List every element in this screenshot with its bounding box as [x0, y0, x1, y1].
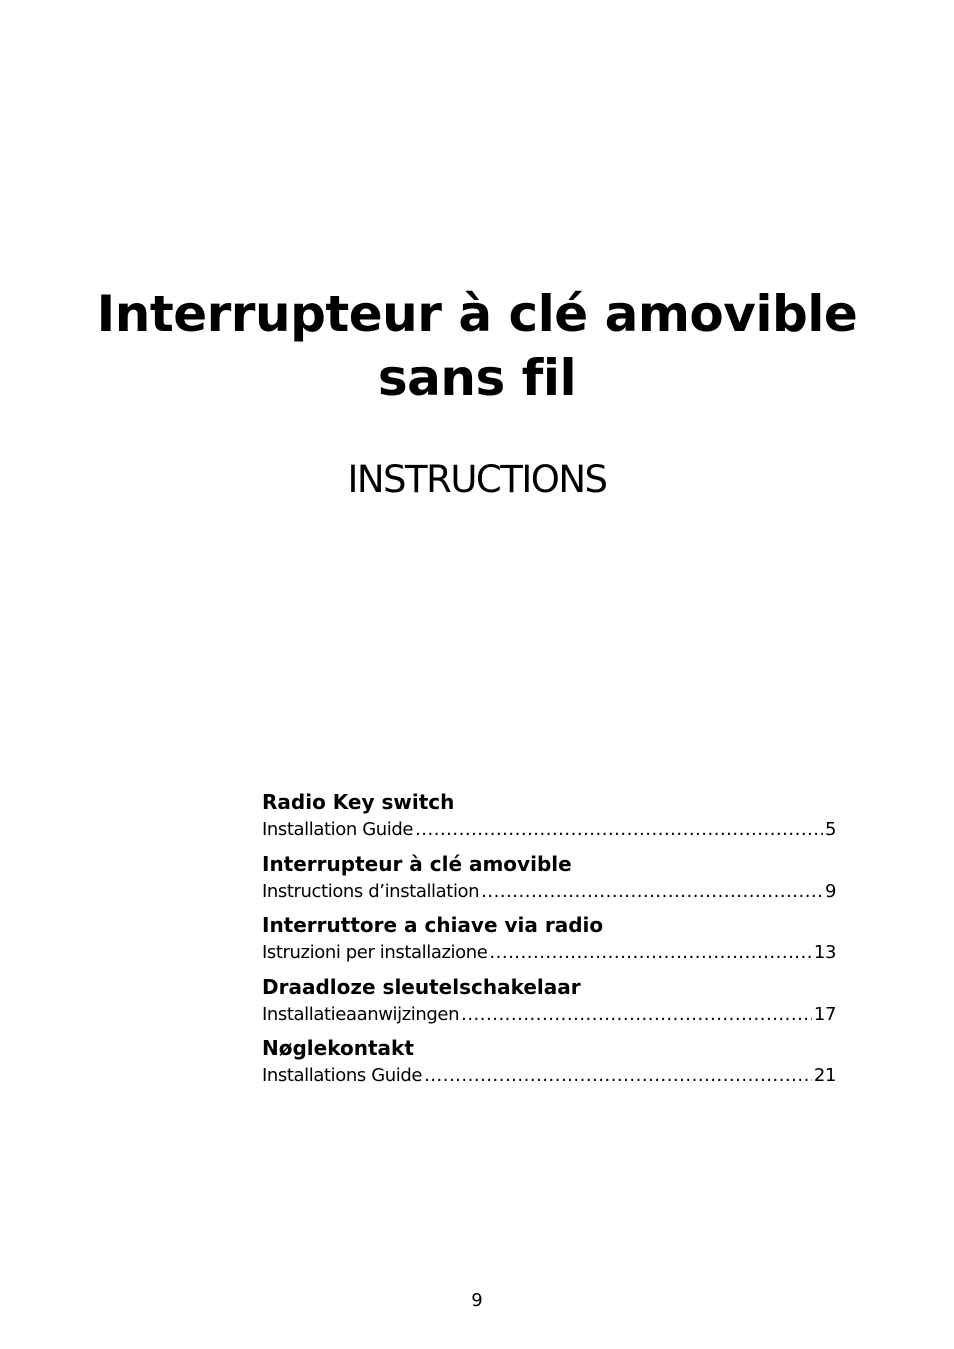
toc-entry: [262, 789, 836, 851]
toc-dot-leader: [461, 1001, 812, 1028]
toc-entry-page: 5: [824, 819, 836, 840]
toc-entry-heading: Draadloze sleutelschakelaar: [262, 974, 581, 999]
toc-entry-label: Installatieaanwijzingen: [262, 1003, 460, 1025]
toc-dot-leader: [489, 939, 811, 966]
toc-entry-page: 17: [813, 1003, 836, 1025]
toc-entry-line: [262, 939, 836, 966]
page-number: 9: [471, 1290, 483, 1311]
document-subtitle: INSTRUCTIONS: [347, 458, 607, 501]
table-of-contents: [262, 789, 836, 1097]
document-title-line-2: sans fil: [377, 349, 577, 407]
toc-entry-label: Istruzioni per installazione: [262, 942, 488, 963]
toc-entry-heading: Interruttore a chiave via radio: [262, 913, 604, 937]
toc-entry: [262, 1035, 836, 1097]
toc-dot-leader: [481, 878, 823, 905]
toc-entry-line: [262, 1062, 836, 1089]
toc-entry-heading: Radio Key switch: [262, 790, 455, 814]
toc-entry: [262, 912, 836, 974]
toc-entry-page: 13: [813, 942, 836, 963]
toc-entry-line: [262, 878, 836, 905]
toc-entry-heading: Interrupteur à clé amovible: [262, 851, 572, 876]
toc-entry: [262, 851, 836, 913]
toc-dot-leader: [415, 816, 823, 843]
toc-entry-label: Instructions d’installation: [262, 880, 480, 902]
document-title-line-1: Interrupteur à clé amovible: [96, 285, 858, 343]
toc-entry-page: 21: [813, 1065, 836, 1086]
toc-dot-leader: [424, 1062, 812, 1089]
document-title: [0, 282, 954, 410]
toc-entry-line: [262, 816, 836, 843]
toc-entry-line: [262, 1001, 836, 1028]
toc-entry-heading: Nøglekontakt: [262, 1036, 414, 1060]
toc-entry-label: Installation Guide: [262, 819, 414, 840]
toc-entry: [262, 974, 836, 1036]
toc-entry-label: Installations Guide: [262, 1065, 423, 1086]
toc-entry-page: 9: [824, 880, 836, 902]
